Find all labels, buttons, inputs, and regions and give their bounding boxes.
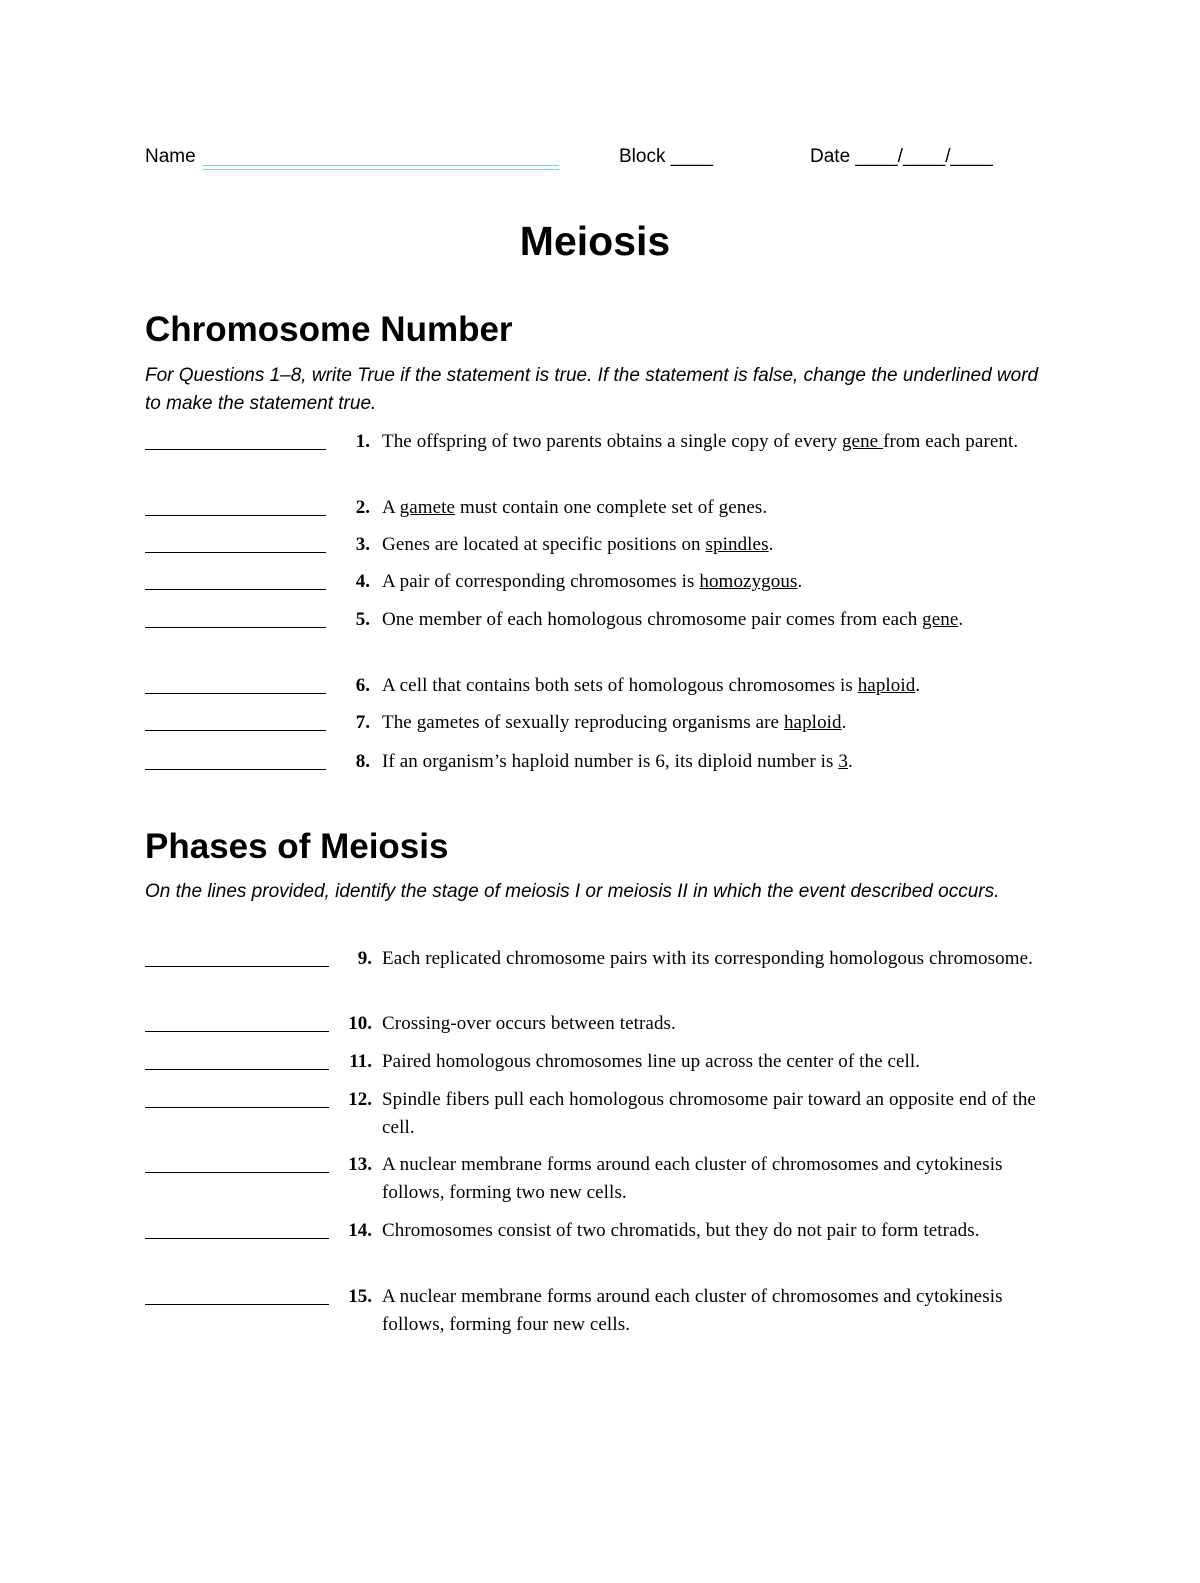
underlined-word: gamete [399,497,456,518]
underlined-word: homozygous [699,571,798,592]
answer-line-15[interactable] [145,1304,329,1305]
answer-line-5[interactable] [145,627,326,628]
question-text: Spindle fibers pull each homologous chromosome pair toward an opposite end of the cell. [382,1089,1036,1138]
question-number: 7. [355,712,370,733]
section-heading-phases-of-meiosis: Phases of Meiosis [145,827,449,866]
question-number: 8. [355,751,370,772]
question-text: The gametes of sexually reproducing organisms are haploid. [382,712,847,733]
question-text: One member of each homologous chromosome pair comes from each gene. [382,609,964,630]
question-text: If an organism’s haploid number is 6, its diploid number is 3. [382,751,853,772]
section-heading-chromosome-number: Chromosome Number [145,310,513,349]
question-text: A nuclear membrane forms around each cluster of chromosomes and cytokinesis follows, forming two new cells. [382,1154,1003,1203]
worksheet-header [145,146,1045,170]
name-label: Name [145,146,196,167]
question-number: 5. [355,609,370,630]
question-number: 15. [348,1286,372,1307]
underlined-word: gene [922,609,959,630]
question-text: Genes are located at specific positions on spindles. [382,534,774,555]
question-text: A pair of corresponding chromosomes is homozygous. [382,571,803,592]
question-number: 2. [355,497,370,518]
name-field[interactable] [203,165,559,166]
question-number: 10. [348,1013,372,1034]
question-text: Chromosomes consist of two chromatids, but they do not pair to form tetrads. [382,1220,980,1241]
answer-line-10[interactable] [145,1031,329,1032]
question-number: 1. [355,431,370,452]
question-text: The offspring of two parents obtains a single copy of every gene from each parent. [382,431,1019,452]
underlined-word: 3 [838,751,848,772]
block-label: Block ____ [619,146,714,167]
answer-line-12[interactable] [145,1107,329,1108]
section-instructions-phases-of-meiosis: On the lines provided, identify the stage of meiosis I or meiosis II in which the event described occurs. [145,881,1000,902]
answer-line-7[interactable] [145,730,326,731]
underlined-word: haploid [857,675,916,696]
question-text: A cell that contains both sets of homologous chromosomes is haploid. [382,675,921,696]
underlined-word: haploid [783,712,842,733]
answer-line-9[interactable] [145,966,329,967]
underlined-word: spindles [705,534,769,555]
answer-line-11[interactable] [145,1069,329,1070]
question-number: 11. [349,1051,372,1072]
answer-line-4[interactable] [145,589,326,590]
question-number: 6. [355,675,370,696]
answer-line-1[interactable] [145,449,326,450]
question-text: Paired homologous chromosomes line up across the center of the cell. [382,1051,921,1072]
answer-line-8[interactable] [145,769,326,770]
question-number: 14. [348,1220,372,1241]
question-text: Crossing-over occurs between tetrads. [382,1013,676,1034]
question-text: Each replicated chromosome pairs with its corresponding homologous chromosome. [382,948,1034,969]
answer-line-6[interactable] [145,693,326,694]
section-instructions-chromosome-number: For Questions 1–8, write True if the statement is true. If the statement is false, change the underlined word to make the statement true. [145,365,1039,414]
question-text: A gamete must contain one complete set of genes. [382,497,768,518]
question-number: 13. [348,1154,372,1175]
question-number: 4. [355,571,370,592]
page-title: Meiosis [519,218,671,264]
answer-line-14[interactable] [145,1238,329,1239]
answer-line-2[interactable] [145,515,326,516]
date-label: Date ____/____/____ [810,146,993,167]
question-number: 9. [357,948,372,969]
underlined-word: gene [841,431,884,452]
question-text: A nuclear membrane forms around each cluster of chromosomes and cytokinesis follows, forming four new cells. [382,1286,1003,1335]
answer-line-3[interactable] [145,552,326,553]
question-number: 12. [348,1089,372,1110]
question-number: 3. [355,534,370,555]
answer-line-13[interactable] [145,1172,329,1173]
